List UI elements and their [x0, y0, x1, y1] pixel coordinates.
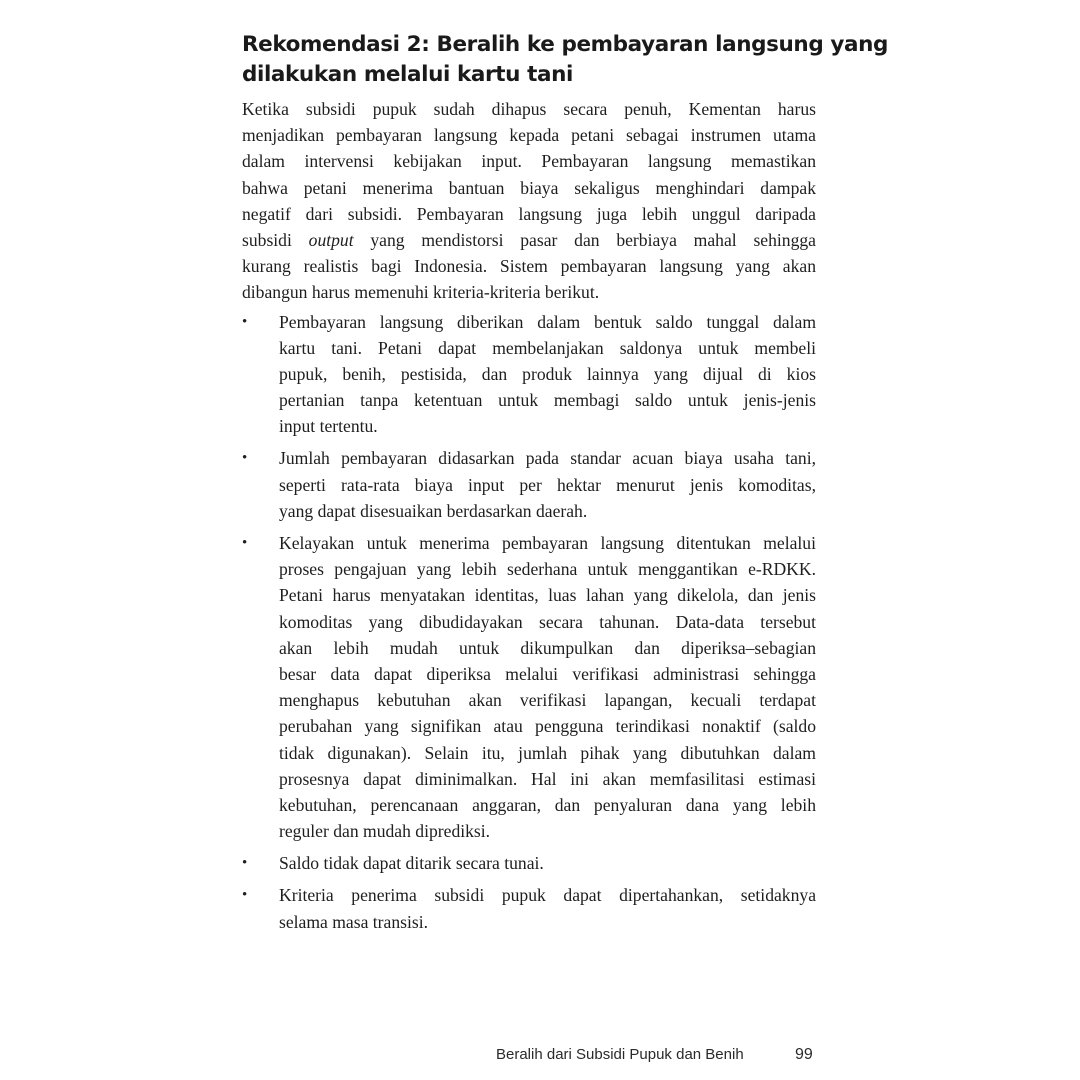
text-line: perubahan yang signifikan atau pengguna terindikasi nonaktif (saldo: [279, 716, 816, 737]
list-item: [242, 530, 816, 844]
italic-term: output: [308, 229, 354, 250]
text-line: dibangun harus memenuhi kriteria-kriteria berikut.: [242, 282, 600, 303]
text-line: bahwa petani menerima bantuan biaya sekaligus menghindari dampak: [242, 177, 816, 198]
text-run: yang mendistorsi pasar dan berbiaya mahal sehingga: [353, 229, 816, 250]
text-line: pupuk, benih, pestisida, dan produk lainnya yang dijual di kios: [279, 363, 816, 384]
text-line: akan lebih mudah untuk dikumpulkan dan diperiksa–sebagian: [279, 637, 816, 658]
list-item: [242, 850, 816, 876]
text-run: subsidi: [242, 229, 309, 250]
text-line: yang dapat disesuaikan berdasarkan daerah.: [279, 500, 588, 521]
text-line: kartu tani. Petani dapat membelanjakan saldonya untuk membeli: [279, 337, 816, 358]
bullet-icon: •: [242, 855, 248, 872]
text-line: Saldo tidak dapat ditarik secara tunai.: [279, 853, 544, 874]
text-line: input tertentu.: [279, 416, 378, 437]
intro-paragraph: [242, 96, 816, 306]
text-line: Pembayaran langsung diberikan dalam bentuk saldo tunggal dalam: [279, 311, 816, 332]
text-line: besar data dapat diperiksa melalui verifikasi administrasi sehingga: [279, 663, 816, 684]
text-line: selama masa transisi.: [279, 911, 429, 932]
bullet-icon: •: [242, 450, 248, 467]
list-item: [242, 882, 816, 934]
text-line: seperti rata-rata biaya input per hektar menurut jenis komoditas,: [279, 474, 816, 495]
heading-line: Rekomendasi 2: Beralih ke pembayaran langsung yang: [242, 32, 889, 57]
text-line: Petani harus menyatakan identitas, luas lahan yang dikelola, dan jenis: [279, 585, 816, 606]
text-line: Kriteria penerima subsidi pupuk dapat dipertahankan, setidaknya: [279, 885, 816, 906]
text-line: proses pengajuan yang lebih sederhana untuk menggantikan e-RDKK.: [279, 559, 816, 580]
text-line: dalam intervensi kebijakan input. Pembayaran langsung memastikan: [242, 151, 816, 172]
list-item: [242, 309, 816, 440]
text-line: tidak digunakan). Selain itu, jumlah pihak yang dibutuhkan dalam: [279, 742, 816, 763]
text-line: [242, 227, 816, 253]
page-number: 99: [795, 1046, 813, 1063]
heading-line: dilakukan melalui kartu tani: [242, 62, 573, 87]
text-line: reguler dan mudah diprediksi.: [279, 821, 491, 842]
text-line: menjadikan pembayaran langsung kepada petani sebagai instrumen utama: [242, 125, 816, 146]
document-page: [242, 30, 889, 941]
running-title: Beralih dari Subsidi Pupuk dan Benih: [496, 1046, 744, 1063]
bullet-icon: •: [242, 887, 248, 904]
text-line: menghapus kebutuhan akan verifikasi lapangan, kecuali terdapat: [279, 690, 816, 711]
text-line: Ketika subsidi pupuk sudah dihapus secara penuh, Kementan harus: [242, 99, 816, 119]
text-line: kebutuhan, perencanaan anggaran, dan penyaluran dana yang lebih: [279, 794, 816, 815]
text-line: prosesnya dapat diminimalkan. Hal ini akan memfasilitasi estimasi: [279, 768, 816, 789]
text-line: pertanian tanpa ketentuan untuk membagi saldo untuk jenis-jenis: [279, 390, 816, 411]
text-line: kurang realistis bagi Indonesia. Sistem pembayaran langsung yang akan: [242, 256, 816, 277]
text-line: negatif dari subsidi. Pembayaran langsung juga lebih unggul daripada: [242, 203, 816, 224]
text-line: Kelayakan untuk menerima pembayaran langsung ditentukan melalui: [279, 533, 816, 553]
list-item: [242, 445, 816, 524]
text-line: Jumlah pembayaran didasarkan pada standar acuan biaya usaha tani,: [279, 448, 816, 469]
text-line: komoditas yang dibudidayakan secara tahunan. Data-data tersebut: [279, 611, 816, 632]
section-heading: [242, 30, 889, 90]
bullet-icon: •: [242, 313, 248, 330]
bullet-icon: •: [242, 535, 248, 551]
criteria-list: [242, 309, 816, 935]
